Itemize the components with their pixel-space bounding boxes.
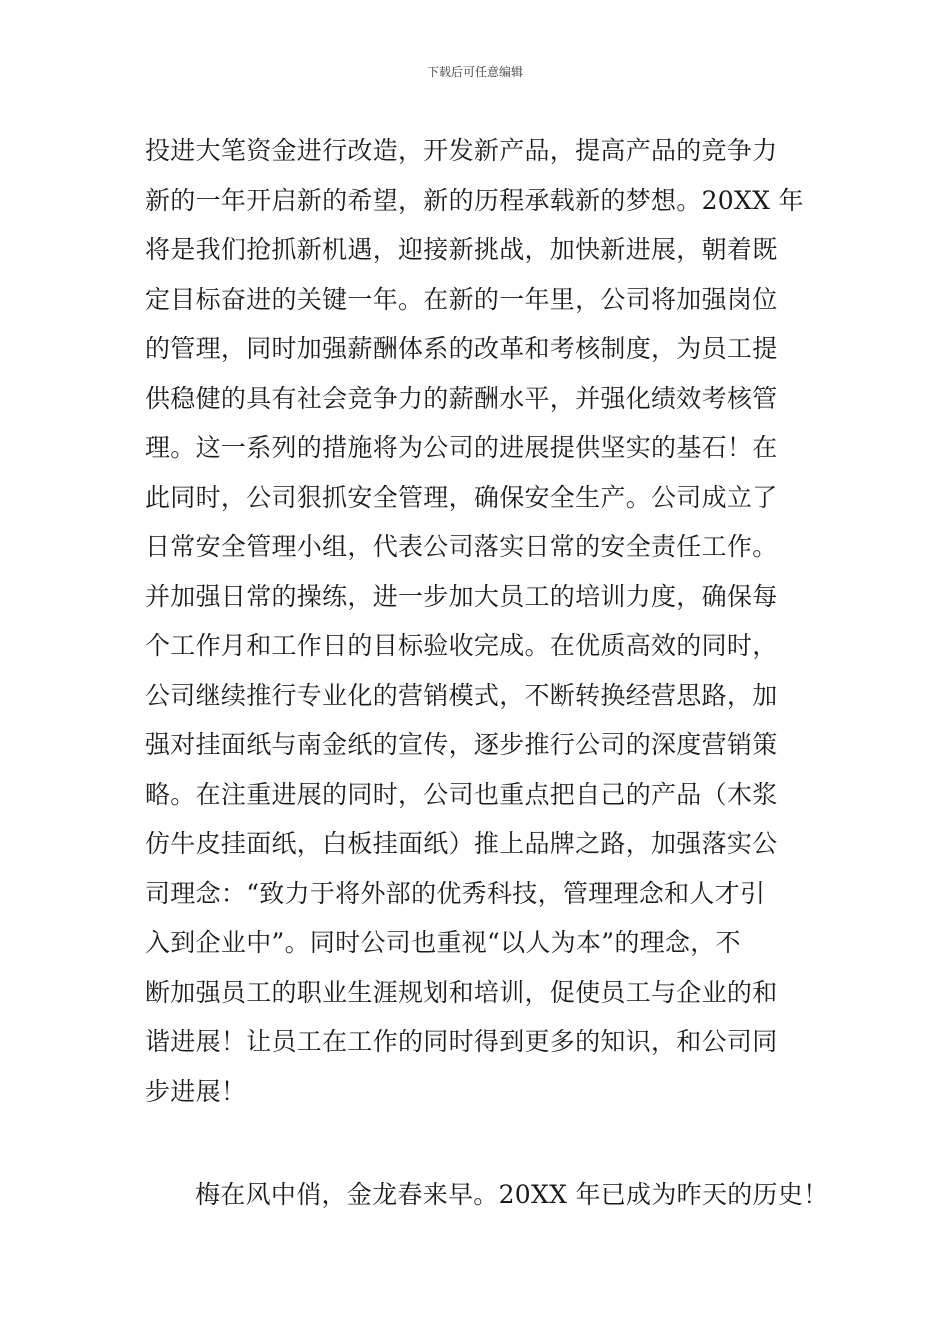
page-header-note: 下载后可任意编辑 [426,65,523,79]
text-line: 此同时，公司狠抓安全管理，确保安全生产。公司成立了 [145,482,778,512]
text-line: 个工作月和工作日的目标验收完成。在优质高效的同时， [145,631,778,660]
text-line: 投进大笔资金进行改造，开发新产品，提高产品的竞争力 [145,136,778,165]
text-line: 梅在风中俏，金龙春来早。20XX 年已成为昨天的历史！ [195,1180,829,1209]
text-line: 定目标奋进的关键一年。在新的一年里，公司将加强岗位 [145,284,778,314]
text-line: 公司继续推行专业化的营销模式，不断转换经营思路，加 [145,680,778,710]
text-line: 谐进展！让员工在工作的同时得到更多的知识，和公司同 [145,1027,778,1056]
text-line: 司理念：“致力于将外部的优秀科技，管理理念和人才引 [145,878,766,908]
text-line: 强对挂面纸与南金纸的宣传，逐步推行公司的深度营销策 [145,730,778,759]
text-line: 将是我们抢抓新机遇，迎接新挑战，加快新进展，朝着既 [145,235,778,264]
text-line: 步进展！ [145,1076,247,1106]
text-line: 的管理，同时加强薪酬体系的改革和考核制度，为员工提 [145,334,778,363]
text-line: 略。在注重进展的同时，公司也重点把自己的产品（木浆 [145,779,778,809]
text-line: 入到企业中”。同时公司也重视“以人为本”的理念，不 [145,928,741,957]
text-line: 并加强日常的操练，进一步加大员工的培训力度，确保每 [145,581,778,611]
text-line: 供稳健的具有社会竞争力的薪酬水平，并强化绩效考核管 [145,383,778,413]
text-line: 断加强员工的职业生涯规划和培训，促使员工与企业的和 [145,977,778,1007]
text-line: 新的一年开启新的希望，新的历程承载新的梦想。20XX 年 [145,185,804,215]
text-line: 理。这一系列的措施将为公司的进展提供坚实的基石！在 [145,433,778,462]
paragraph-1 [145,126,835,1116]
paragraph-2 [195,1170,845,1220]
text-line: 日常安全管理小组，代表公司落实日常的安全责任工作。 [145,532,778,561]
text-line: 仿牛皮挂面纸，白板挂面纸）推上品牌之路，加强落实公 [145,829,778,858]
